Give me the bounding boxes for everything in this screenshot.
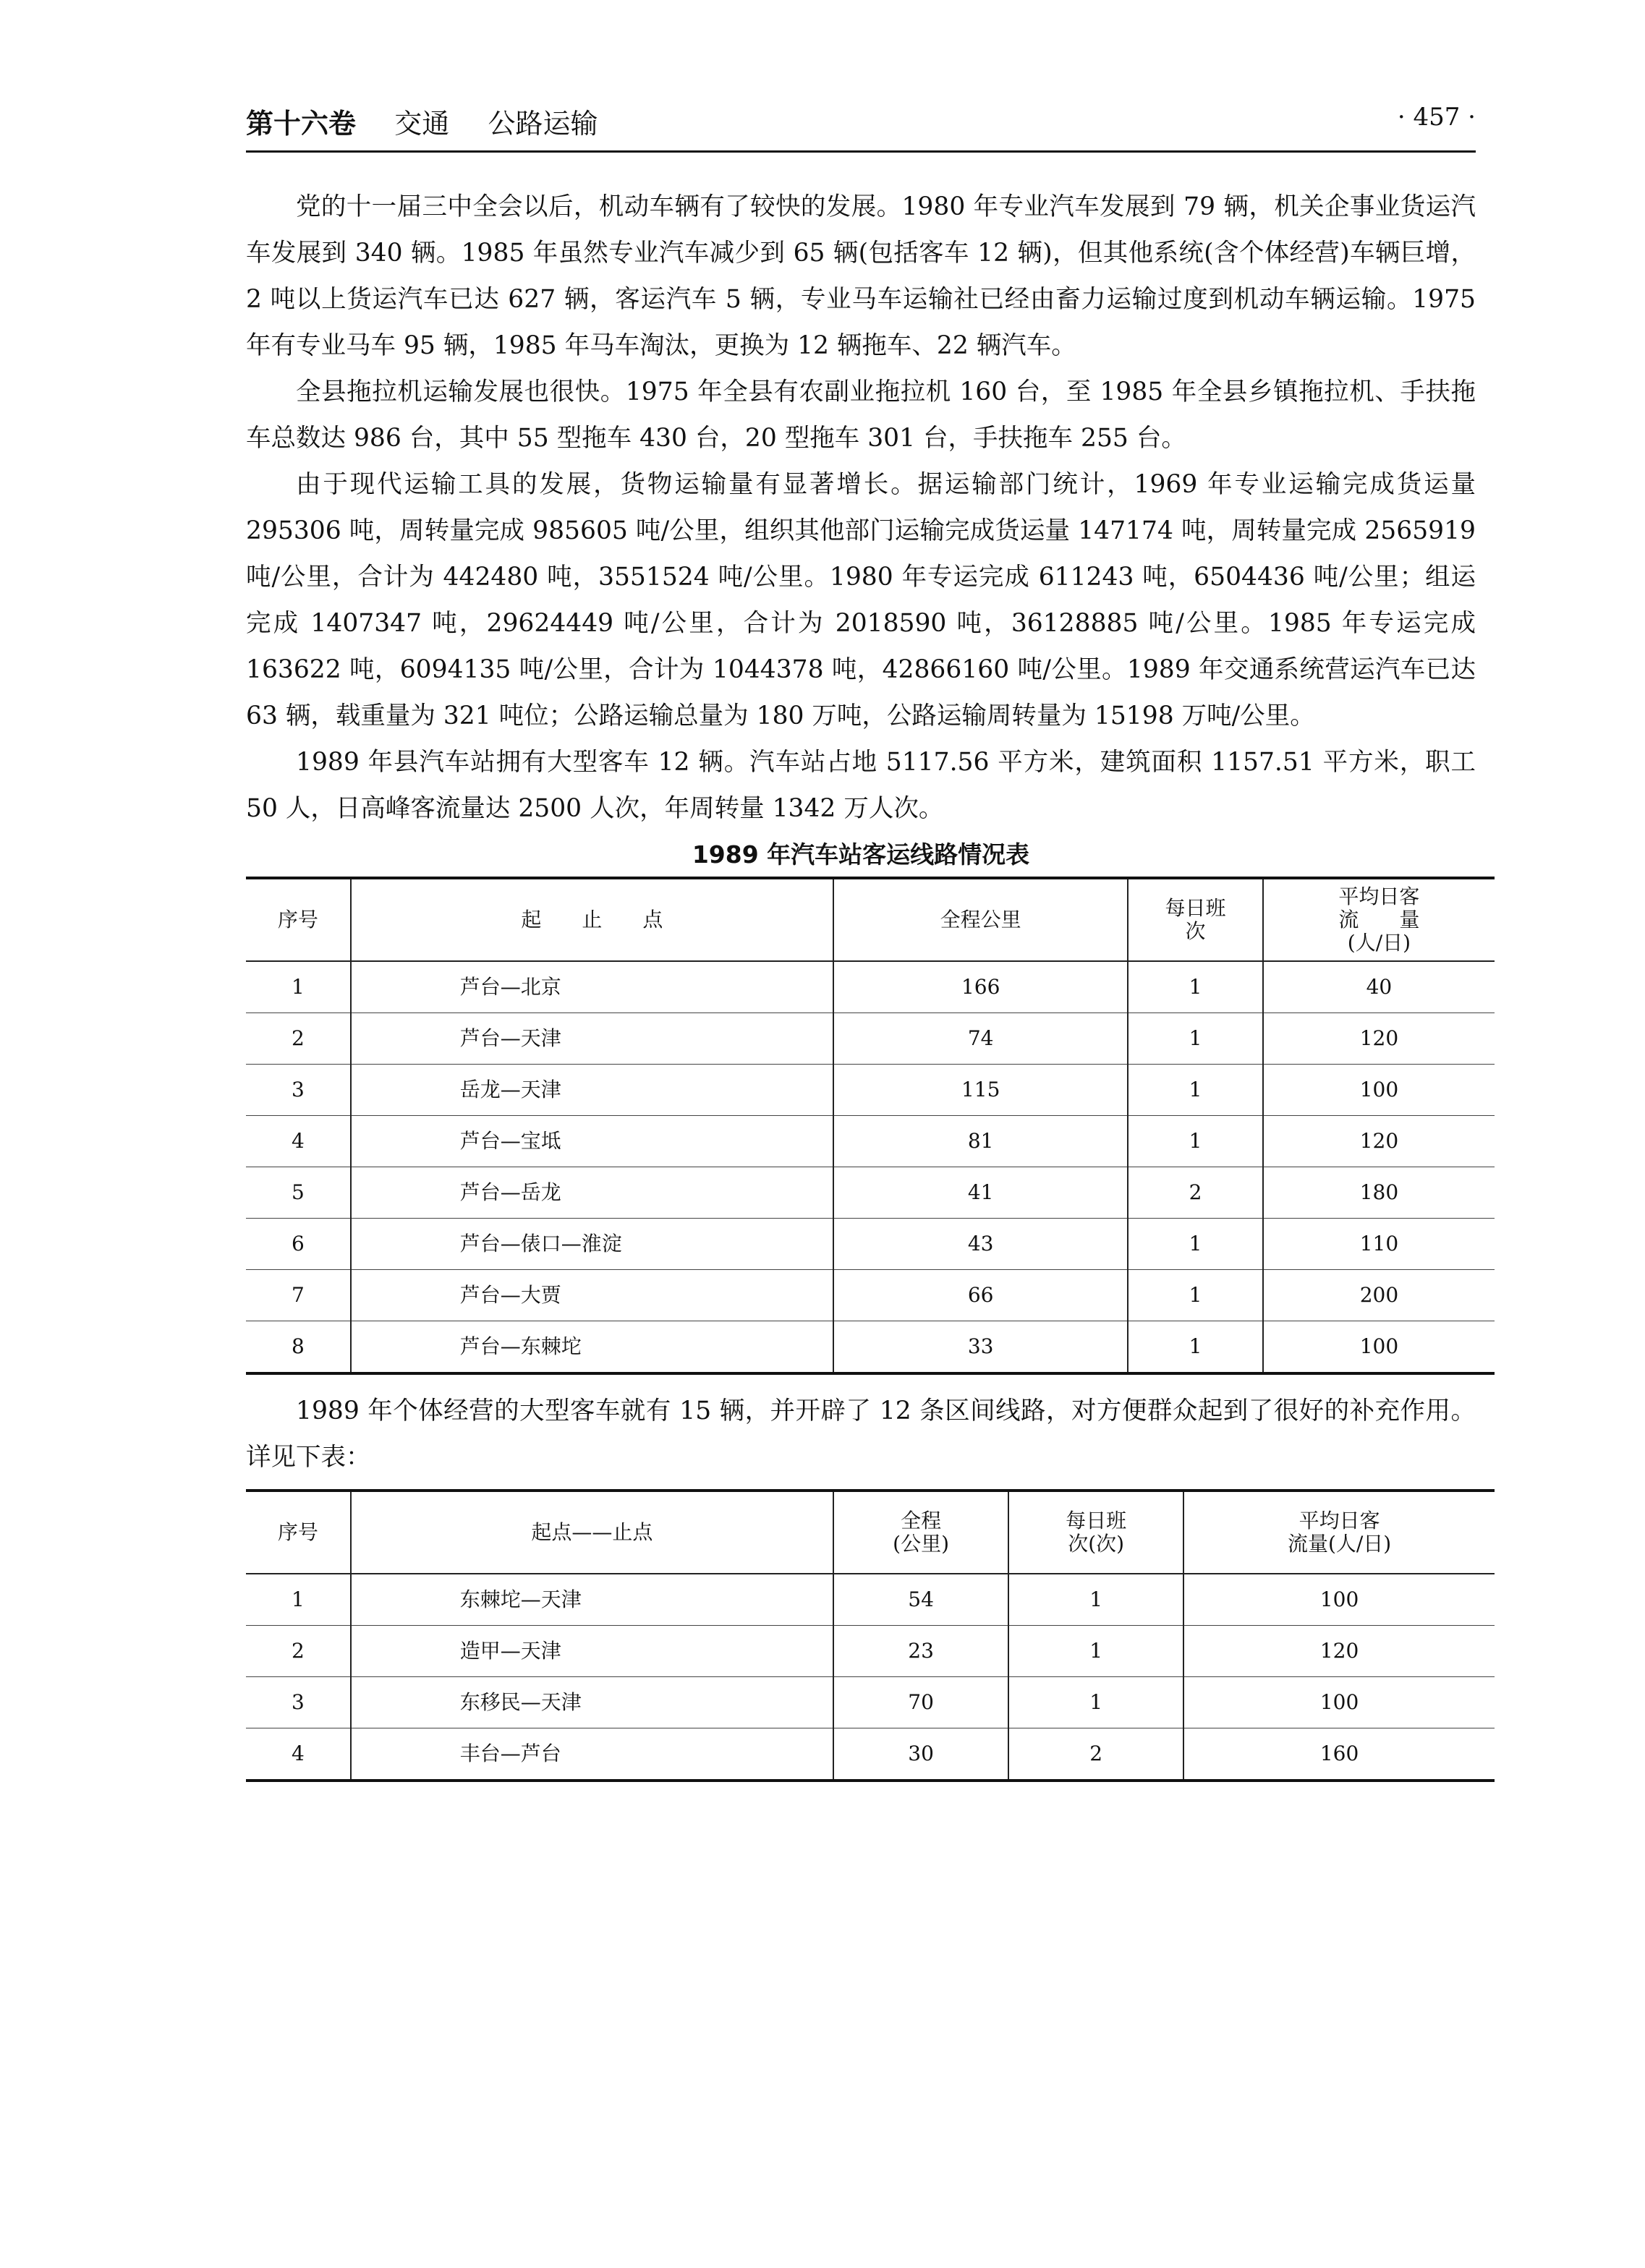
- cell-flow: 200: [1263, 1270, 1495, 1321]
- header-line: 每日班: [1066, 1509, 1127, 1532]
- cell-distance: 66: [833, 1270, 1128, 1321]
- cell-flow: 100: [1183, 1677, 1495, 1728]
- table-row: [246, 1116, 1495, 1167]
- cell-flow: 110: [1263, 1219, 1495, 1270]
- column-header-daily-trips: [1008, 1491, 1183, 1574]
- table-header-row: [246, 1491, 1495, 1574]
- header-divider: [246, 150, 1476, 153]
- cell-seq: 6: [246, 1219, 351, 1270]
- cell-trips: 2: [1128, 1167, 1263, 1219]
- table-row: [246, 1270, 1495, 1321]
- spacer: [246, 1375, 1476, 1388]
- table-header-row: [246, 878, 1495, 961]
- header-line: (人/日): [1347, 931, 1411, 955]
- header-line: 全程: [901, 1509, 942, 1532]
- paragraph: 1989 年个体经营的大型客车就有 15 辆，并开辟了 12 条区间线路，对方便群众起到了很好的补充作用。详见下表：: [246, 1397, 1476, 1472]
- cell-seq: 2: [246, 1013, 351, 1065]
- cell-distance: 70: [833, 1677, 1008, 1728]
- table-row: [246, 961, 1495, 1013]
- column-header-seq: 序号: [246, 878, 351, 961]
- private-bus-route-table: [246, 1489, 1495, 1782]
- bus-station-route-table: [246, 877, 1495, 1375]
- page-number: · 457 ·: [1397, 103, 1476, 132]
- document-page: [217, 0, 1476, 2268]
- header-line: 平均日客: [1298, 1509, 1380, 1532]
- cell-trips: 1: [1008, 1574, 1183, 1626]
- paragraph: 全县拖拉机运输发展也很快。1975 年全县有农副业拖拉机 160 台，至 1985 年全县乡镇拖拉机、手扶拖车总数达 986 台，其中 55 型拖车 430 台，20 型拖车 301 台，手扶拖车 255 台。: [246, 378, 1476, 453]
- cell-distance: 23: [833, 1626, 1008, 1677]
- cell-seq: 8: [246, 1321, 351, 1374]
- cell-flow: 40: [1263, 961, 1495, 1013]
- cell-flow: 100: [1263, 1065, 1495, 1116]
- column-header-route: 起 止 点: [351, 878, 833, 961]
- cell-seq: 4: [246, 1728, 351, 1781]
- cell-route: 芦台—天津: [351, 1013, 833, 1065]
- cell-seq: 5: [246, 1167, 351, 1219]
- column-header-daily-flow: [1263, 878, 1495, 961]
- column-header-route: 起点——止点: [351, 1491, 833, 1574]
- cell-flow: 120: [1263, 1013, 1495, 1065]
- cell-distance: 30: [833, 1728, 1008, 1781]
- cell-trips: 1: [1128, 1219, 1263, 1270]
- cell-seq: 2: [246, 1626, 351, 1677]
- cell-route: 丰台—芦台: [351, 1728, 833, 1781]
- cell-trips: 1: [1008, 1677, 1183, 1728]
- cell-flow: 100: [1183, 1574, 1495, 1626]
- paragraph: 由于现代运输工具的发展，货物运输量有显著增长。据运输部门统计，1969 年专业运输完成货运量 295306 吨，周转量完成 985605 吨/公里，组织其他部门运输完成货运量 147174 吨，周转量完成 2565919 吨/公里，合计为 442480 吨，3551524 吨/公里。1980 年专运完成 611243 吨，6504436 吨/公里；组运完成 1407347 吨，29624449 吨/公里，合计为 2018590 吨，36128885 吨/公里。1985 年专运完成 163622 吨，6094135 吨/公里，合计为 1044378 吨，42866160 吨/公里。1989 年交通系统营运汽车已达 63 辆，载重量为 321 吨位；公路运输总量为 180 万吨，公路运输周转量为 15198 万吨/公里。: [246, 470, 1476, 730]
- cell-seq: 3: [246, 1677, 351, 1728]
- cell-seq: 3: [246, 1065, 351, 1116]
- table-caption: 1989 年汽车站客运线路情况表: [692, 840, 1030, 869]
- column-header-daily-flow: [1183, 1491, 1495, 1574]
- cell-distance: 74: [833, 1013, 1128, 1065]
- section-title: 交通: [394, 108, 450, 140]
- table-row: [246, 1219, 1495, 1270]
- cell-distance: 115: [833, 1065, 1128, 1116]
- cell-distance: 41: [833, 1167, 1128, 1219]
- table-row: [246, 1574, 1495, 1626]
- cell-trips: 1: [1128, 1270, 1263, 1321]
- cell-route: 芦台—宝坻: [351, 1116, 833, 1167]
- table-row: [246, 1626, 1495, 1677]
- cell-seq: 1: [246, 1574, 351, 1626]
- cell-flow: 160: [1183, 1728, 1495, 1781]
- cell-route: 岳龙—天津: [351, 1065, 833, 1116]
- column-header-distance: 全程公里: [833, 878, 1128, 961]
- column-header-seq: 序号: [246, 1491, 351, 1574]
- volume-title: 第十六卷: [246, 108, 357, 140]
- cell-trips: 1: [1128, 1116, 1263, 1167]
- header-title: [246, 101, 627, 141]
- table-row: [246, 1728, 1495, 1781]
- table-row: [246, 1321, 1495, 1374]
- cell-seq: 1: [246, 961, 351, 1013]
- cell-flow: 180: [1263, 1167, 1495, 1219]
- cell-distance: 54: [833, 1574, 1008, 1626]
- cell-seq: 4: [246, 1116, 351, 1167]
- table-row: [246, 1167, 1495, 1219]
- column-header-distance: [833, 1491, 1008, 1574]
- cell-route: 芦台—北京: [351, 961, 833, 1013]
- header-line: 平均日客: [1338, 884, 1420, 908]
- cell-route: 芦台—岳龙: [351, 1167, 833, 1219]
- running-header: [246, 101, 1476, 145]
- cell-flow: 120: [1183, 1626, 1495, 1677]
- cell-distance: 81: [833, 1116, 1128, 1167]
- paragraph: 1989 年县汽车站拥有大型客车 12 辆。汽车站占地 5117.56 平方米，建筑面积 1157.51 平方米，职工 50 人，日高峰客流量达 2500 人次，年周转量 1342 万人次。: [246, 748, 1476, 823]
- cell-distance: 166: [833, 961, 1128, 1013]
- header-line: 流 量: [1338, 908, 1420, 932]
- header-line: (公里): [893, 1532, 950, 1556]
- cell-trips: 1: [1128, 1013, 1263, 1065]
- cell-seq: 7: [246, 1270, 351, 1321]
- cell-route: 东棘坨—天津: [351, 1574, 833, 1626]
- header-line: 流量(人/日): [1287, 1532, 1392, 1556]
- cell-trips: 1: [1128, 961, 1263, 1013]
- cell-flow: 120: [1263, 1116, 1495, 1167]
- main-text: [246, 184, 1476, 1782]
- cell-trips: 2: [1008, 1728, 1183, 1781]
- cell-route: 造甲—天津: [351, 1626, 833, 1677]
- cell-distance: 33: [833, 1321, 1128, 1374]
- cell-trips: 1: [1128, 1065, 1263, 1116]
- cell-route: 芦台—俵口—淮淀: [351, 1219, 833, 1270]
- cell-route: 芦台—大贾: [351, 1270, 833, 1321]
- table-row: [246, 1677, 1495, 1728]
- cell-route: 芦台—东棘坨: [351, 1321, 833, 1374]
- cell-trips: 1: [1128, 1321, 1263, 1374]
- column-header-daily-trips: 每日班次: [1128, 878, 1263, 961]
- cell-trips: 1: [1008, 1626, 1183, 1677]
- cell-route: 东移民—天津: [351, 1677, 833, 1728]
- table-row: [246, 1065, 1495, 1116]
- paragraph: 党的十一届三中全会以后，机动车辆有了较快的发展。1980 年专业汽车发展到 79 辆，机关企事业货运汽车发展到 340 辆。1985 年虽然专业汽车减少到 65 辆(包括客车 12 辆)，但其他系统(含个体经营)车辆巨增，2 吨以上货运汽车已达 627 辆，客运汽车 5 辆，专业马车运输社已经由畜力运输过度到机动车辆运输。1975 年有专业马车 95 辆，1985 年马车淘汰，更换为 12 辆拖车、22 辆汽车。: [246, 192, 1476, 360]
- cell-flow: 100: [1263, 1321, 1495, 1374]
- cell-distance: 43: [833, 1219, 1128, 1270]
- subsection-title: 公路运输: [488, 108, 598, 140]
- header-line: 次(次): [1068, 1532, 1125, 1556]
- table-row: [246, 1013, 1495, 1065]
